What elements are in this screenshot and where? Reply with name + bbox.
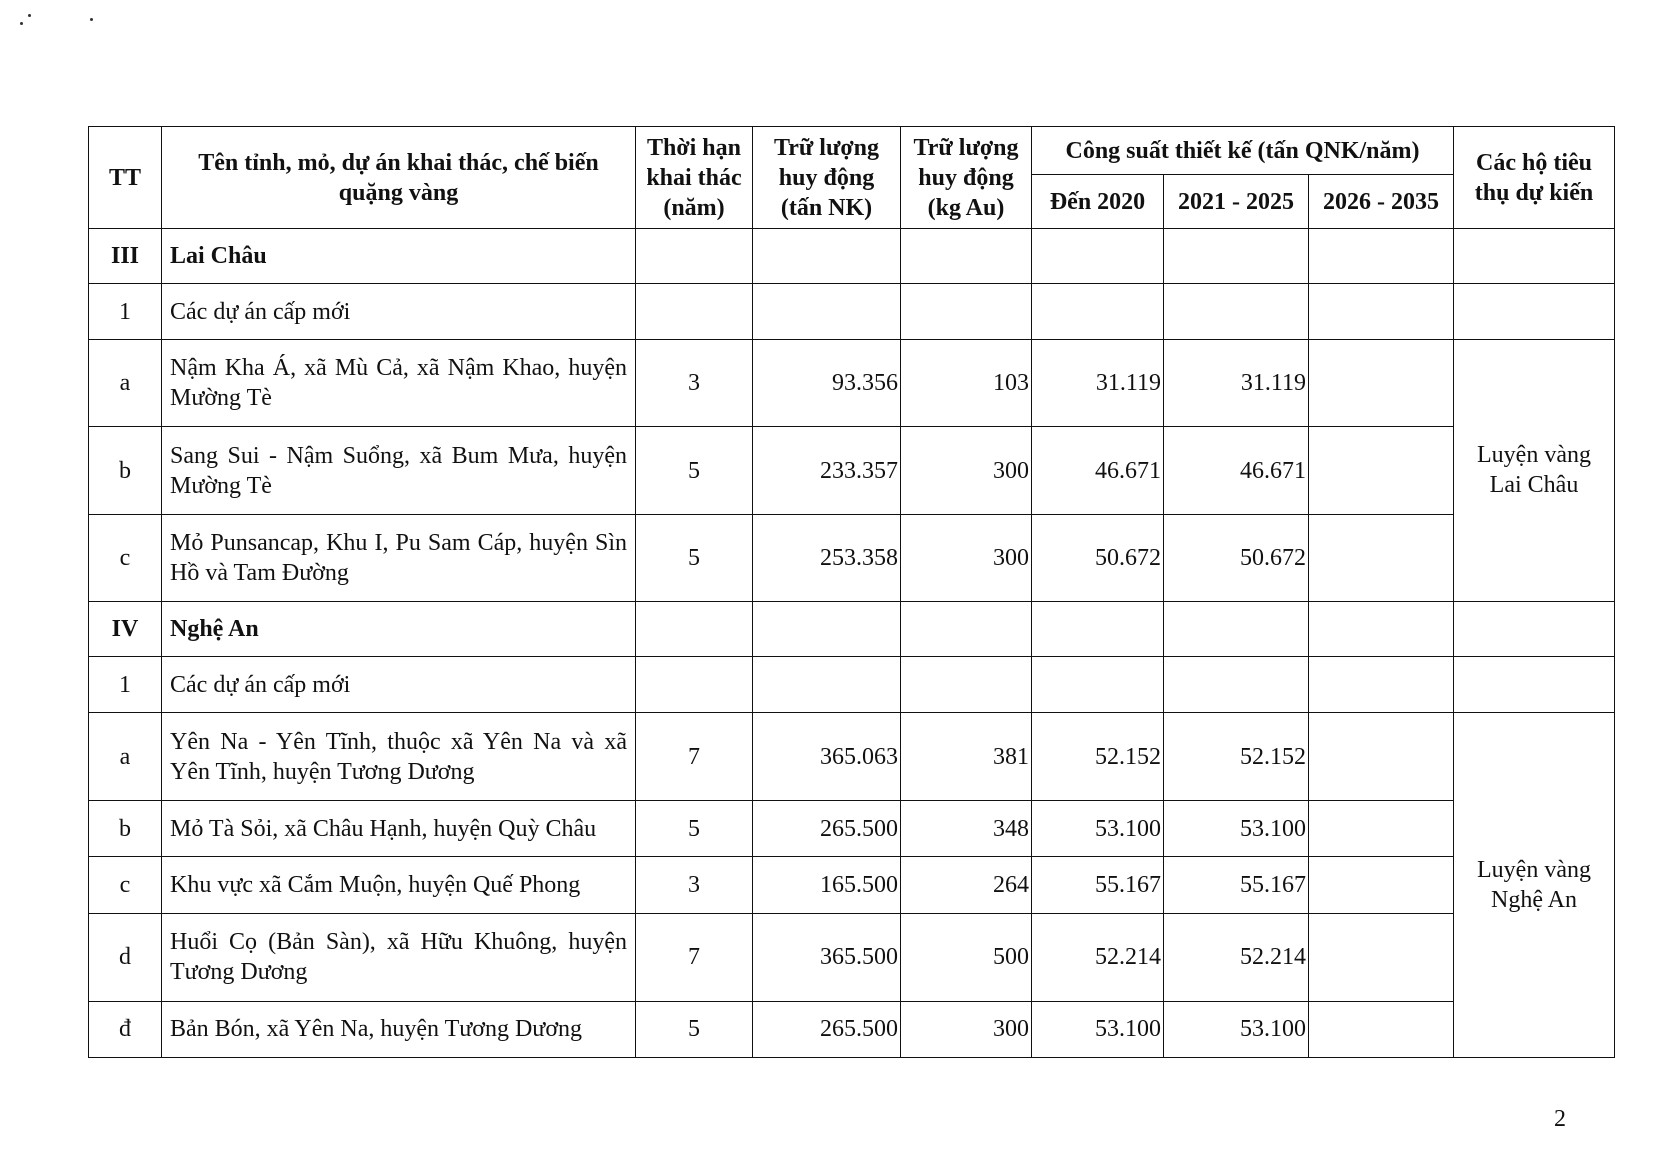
row-capacity-2025: 55.167 — [1164, 857, 1309, 913]
row-duration: 5 — [636, 801, 753, 857]
row-reserve-au: 300 — [901, 515, 1032, 602]
row-capacity-2035 — [1309, 427, 1454, 515]
row-name: Mỏ Tà Sỏi, xã Châu Hạnh, huyện Quỳ Châu — [162, 801, 636, 857]
subsection-row — [89, 284, 1615, 339]
row-capacity-2025: 53.100 — [1164, 801, 1309, 857]
table-row — [89, 713, 1615, 801]
table-row — [89, 1001, 1615, 1057]
row-capacity-2020: 31.119 — [1032, 339, 1164, 427]
header-duration: Thời hạn khai thác (năm) — [636, 127, 753, 229]
subsection-row — [89, 657, 1615, 713]
row-tt: b — [89, 427, 162, 515]
row-reserve-au: 500 — [901, 913, 1032, 1001]
section-name: Lai Châu — [162, 229, 636, 284]
row-capacity-2035 — [1309, 339, 1454, 427]
row-reserve-ore: 365.063 — [753, 713, 901, 801]
row-duration: 5 — [636, 427, 753, 515]
table-row — [89, 515, 1615, 602]
row-tt: c — [89, 515, 162, 602]
page-number: 2 — [1554, 1106, 1566, 1132]
row-capacity-2035 — [1309, 801, 1454, 857]
header-period-2025: 2021 - 2025 — [1164, 175, 1309, 229]
row-capacity-2020: 53.100 — [1032, 1001, 1164, 1057]
row-capacity-2035 — [1309, 913, 1454, 1001]
section-tt: IV — [89, 601, 162, 656]
subsection-name: Các dự án cấp mới — [162, 657, 636, 713]
row-name: Khu vực xã Cắm Muộn, huyện Quế Phong — [162, 857, 636, 913]
row-reserve-au: 348 — [901, 801, 1032, 857]
row-reserve-ore: 93.356 — [753, 339, 901, 427]
row-name: Yên Na - Yên Tĩnh, thuộc xã Yên Na và xã Yên Tĩnh, huyện Tương Dương — [162, 713, 636, 801]
table-row — [89, 427, 1615, 515]
row-duration: 5 — [636, 1001, 753, 1057]
row-capacity-2020: 53.100 — [1032, 801, 1164, 857]
row-capacity-2020: 50.672 — [1032, 515, 1164, 602]
subsection-tt: 1 — [89, 284, 162, 339]
scan-specks — [20, 12, 110, 32]
row-reserve-ore: 265.500 — [753, 1001, 901, 1057]
row-capacity-2025: 52.214 — [1164, 913, 1309, 1001]
subsection-name: Các dự án cấp mới — [162, 284, 636, 339]
row-tt: b — [89, 801, 162, 857]
header-capacity: Công suất thiết kế (tấn QNK/năm) — [1032, 127, 1454, 175]
header-reserve-au: Trữ lượng huy động (kg Au) — [901, 127, 1032, 229]
row-duration: 3 — [636, 857, 753, 913]
subsection-tt: 1 — [89, 657, 162, 713]
row-capacity-2025: 53.100 — [1164, 1001, 1309, 1057]
header-consumers: Các hộ tiêu thụ dự kiến — [1454, 127, 1615, 229]
row-tt: đ — [89, 1001, 162, 1057]
row-name: Sang Sui - Nậm Suổng, xã Bum Mưa, huyện Mường Tè — [162, 427, 636, 515]
row-capacity-2020: 52.152 — [1032, 713, 1164, 801]
row-reserve-ore: 265.500 — [753, 801, 901, 857]
consumer-cell: Luyện vàng Lai Châu — [1454, 339, 1615, 601]
row-reserve-ore: 165.500 — [753, 857, 901, 913]
header-reserve-ore: Trữ lượng huy động (tấn NK) — [753, 127, 901, 229]
row-reserve-au: 300 — [901, 427, 1032, 515]
row-capacity-2020: 52.214 — [1032, 913, 1164, 1001]
row-capacity-2025: 31.119 — [1164, 339, 1309, 427]
row-name: Mỏ Punsancap, Khu I, Pu Sam Cáp, huyện Sìn Hồ và Tam Đường — [162, 515, 636, 602]
header-period-2035: 2026 - 2035 — [1309, 175, 1454, 229]
row-capacity-2035 — [1309, 1001, 1454, 1057]
row-capacity-2020: 55.167 — [1032, 857, 1164, 913]
header-name: Tên tỉnh, mỏ, dự án khai thác, chế biến quặng vàng — [162, 127, 636, 229]
row-reserve-ore: 253.358 — [753, 515, 901, 602]
row-capacity-2025: 52.152 — [1164, 713, 1309, 801]
section-name: Nghệ An — [162, 601, 636, 656]
row-capacity-2025: 50.672 — [1164, 515, 1309, 602]
row-name: Huổi Cọ (Bản Sàn), xã Hữu Khuông, huyện Tương Dương — [162, 913, 636, 1001]
table-row — [89, 801, 1615, 857]
section-row — [89, 601, 1615, 656]
row-duration: 7 — [636, 713, 753, 801]
row-name: Nậm Kha Á, xã Mù Cả, xã Nậm Khao, huyện Mường Tè — [162, 339, 636, 427]
section-row — [89, 229, 1615, 284]
row-reserve-au: 264 — [901, 857, 1032, 913]
row-capacity-2035 — [1309, 515, 1454, 602]
row-duration: 7 — [636, 913, 753, 1001]
row-tt: a — [89, 339, 162, 427]
row-capacity-2020: 46.671 — [1032, 427, 1164, 515]
gold-mining-table — [88, 126, 1615, 1058]
consumer-cell: Luyện vàng Nghệ An — [1454, 713, 1615, 1058]
row-duration: 5 — [636, 515, 753, 602]
row-reserve-au: 103 — [901, 339, 1032, 427]
row-reserve-au: 300 — [901, 1001, 1032, 1057]
header-period-2020: Đến 2020 — [1032, 175, 1164, 229]
table-row — [89, 339, 1615, 427]
row-tt: d — [89, 913, 162, 1001]
table-row — [89, 857, 1615, 913]
row-reserve-ore: 365.500 — [753, 913, 901, 1001]
row-name: Bản Bón, xã Yên Na, huyện Tương Dương — [162, 1001, 636, 1057]
row-reserve-ore: 233.357 — [753, 427, 901, 515]
row-capacity-2035 — [1309, 713, 1454, 801]
section-tt: III — [89, 229, 162, 284]
row-tt: a — [89, 713, 162, 801]
row-tt: c — [89, 857, 162, 913]
row-duration: 3 — [636, 339, 753, 427]
row-capacity-2025: 46.671 — [1164, 427, 1309, 515]
table-row — [89, 913, 1615, 1001]
row-capacity-2035 — [1309, 857, 1454, 913]
header-tt: TT — [89, 127, 162, 229]
row-reserve-au: 381 — [901, 713, 1032, 801]
